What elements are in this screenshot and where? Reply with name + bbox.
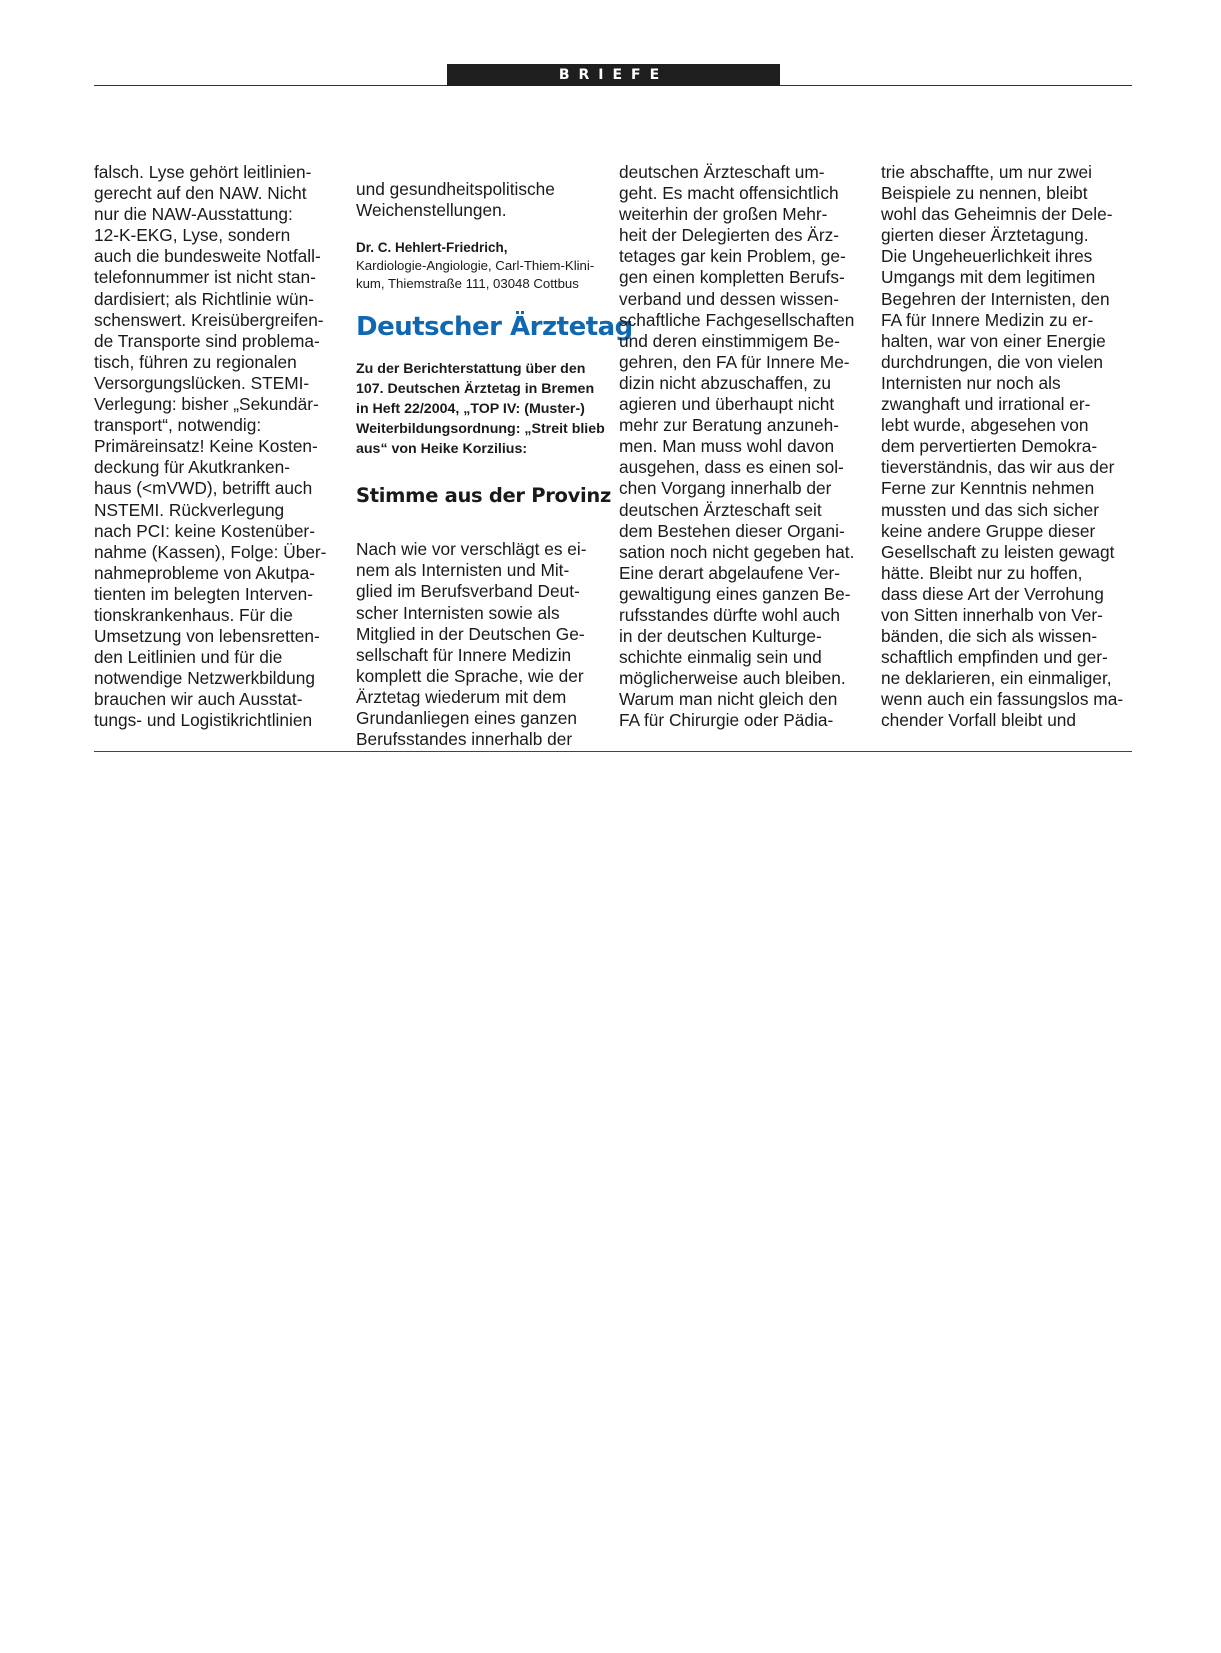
text-line: Internisten nur noch als bbox=[881, 372, 1061, 393]
text-line: aus“ von Heike Korzilius: bbox=[356, 441, 528, 457]
text-line: 12-K-EKG, Lyse, sondern bbox=[94, 225, 291, 246]
text-line: Grundanliegen eines ganzen bbox=[356, 708, 577, 729]
text-line: geht. Es macht offensichtlich bbox=[619, 183, 839, 204]
text-line: tetages gar kein Problem, ge- bbox=[619, 246, 846, 267]
text-line: dardisiert; als Richtlinie wün- bbox=[94, 288, 314, 309]
text-line: lebt wurde, abgesehen von bbox=[881, 415, 1089, 436]
text-line: Versorgungslücken. STEMI- bbox=[94, 372, 310, 393]
text-line: sellschaft für Innere Medizin bbox=[356, 644, 572, 665]
text-line: Umgangs mit dem legitimen bbox=[881, 267, 1096, 288]
text-line: Mitglied in der Deutschen Ge- bbox=[356, 623, 585, 644]
text-line: keine andere Gruppe dieser bbox=[881, 520, 1096, 541]
text-line: nahmeprobleme von Akutpa- bbox=[94, 562, 315, 583]
text-line: schaftliche Fachgesellschaften bbox=[619, 309, 855, 330]
text-line: verband und dessen wissen- bbox=[619, 288, 839, 309]
text-line: tungs- und Logistikrichtlinien bbox=[94, 710, 313, 731]
text-line: rufsstandes dürfte wohl auch bbox=[619, 604, 840, 625]
text-line: deutschen Ärzteschaft seit bbox=[619, 499, 822, 520]
column-2-text bbox=[356, 539, 608, 750]
section-headline: Deutscher Ärztetag bbox=[356, 312, 633, 342]
text-line: brauchen wir auch Ausstat- bbox=[94, 689, 303, 710]
text-line: schenswert. Kreisübergreifen- bbox=[94, 309, 324, 330]
text-line: Warum man nicht gleich den bbox=[619, 689, 838, 710]
text-line: Nach wie vor verschlägt es ei- bbox=[356, 539, 587, 560]
text-line: transport“, notwendig: bbox=[94, 415, 262, 436]
text-line: 107. Deutschen Ärztetag in Bremen bbox=[356, 381, 595, 397]
signature-affiliation bbox=[356, 257, 608, 294]
text-line: heit der Delegierten des Ärz- bbox=[619, 225, 839, 246]
text-line: FA für Chirurgie oder Pädia- bbox=[619, 710, 834, 731]
text-line: tionskrankenhaus. Für die bbox=[94, 604, 293, 625]
text-line: und deren einstimmigem Be- bbox=[619, 330, 840, 351]
text-line: de Transporte sind problema- bbox=[94, 330, 320, 351]
text-line: Die Ungeheuerlichkeit ihres bbox=[881, 246, 1093, 267]
text-line: gewaltigung eines ganzen Be- bbox=[619, 583, 851, 604]
text-line: chen Vorgang innerhalb der bbox=[619, 478, 832, 499]
text-line: dem Bestehen dieser Organi- bbox=[619, 520, 845, 541]
text-line: weiterhin der großen Mehr- bbox=[619, 204, 828, 225]
text-line: den Leitlinien und für die bbox=[94, 647, 283, 668]
text-line: dass diese Art der Verrohung bbox=[881, 583, 1104, 604]
text-line: Ärztetag wiederum mit dem bbox=[356, 686, 567, 707]
article-column-3 bbox=[619, 162, 871, 732]
column-4-text bbox=[881, 162, 1133, 732]
text-line: nur die NAW-Ausstattung: bbox=[94, 204, 293, 225]
text-line: wohl das Geheimnis der Dele- bbox=[881, 204, 1113, 225]
text-line: schaftlich empfinden und ger- bbox=[881, 647, 1108, 668]
text-line: FA für Innere Medizin zu er- bbox=[881, 309, 1094, 330]
signature-name: Dr. C. Hehlert-Friedrich, bbox=[356, 239, 508, 255]
text-line: und gesundheitspolitische bbox=[356, 179, 555, 200]
text-line: telefonnummer ist nicht stan- bbox=[94, 267, 316, 288]
text-line: wenn auch ein fassungslos ma- bbox=[881, 689, 1124, 710]
text-line: haus (<mVWD), betrifft auch bbox=[94, 478, 313, 499]
text-line: tieverständnis, das wir aus der bbox=[881, 457, 1115, 478]
text-line: Verlegung: bisher „Sekundär- bbox=[94, 394, 319, 415]
text-line: Umsetzung von lebensretten- bbox=[94, 626, 320, 647]
text-line: men. Man muss wohl davon bbox=[619, 436, 835, 457]
text-line: komplett die Sprache, wie der bbox=[356, 665, 584, 686]
text-line: Zu der Berichterstattung über den bbox=[356, 361, 586, 377]
text-line: NSTEMI. Rückverlegung bbox=[94, 499, 285, 520]
text-line: zwanghaft und irrational er- bbox=[881, 394, 1091, 415]
text-line: deutschen Ärzteschaft um- bbox=[619, 162, 825, 182]
reference-intro bbox=[356, 359, 608, 459]
text-line: von Sitten innerhalb von Ver- bbox=[881, 604, 1103, 625]
text-line: durchdrungen, die von vielen bbox=[881, 351, 1103, 372]
article-column-2-body bbox=[356, 522, 608, 768]
text-line: deckung für Akutkranken- bbox=[94, 457, 290, 478]
text-line: hätte. Bleibt nur zu hoffen, bbox=[881, 562, 1083, 583]
text-line: bänden, die sich als wissen- bbox=[881, 626, 1098, 647]
text-line: möglicherweise auch bleiben. bbox=[619, 668, 846, 689]
text-line: nach PCI: keine Kostenüber- bbox=[94, 520, 315, 541]
text-line: gen einen kompletten Berufs- bbox=[619, 267, 845, 288]
text-line: Primäreinsatz! Keine Kosten- bbox=[94, 436, 318, 457]
text-line: gierten dieser Ärztetagung. bbox=[881, 225, 1089, 246]
text-line: glied im Berufsverband Deut- bbox=[356, 581, 580, 602]
text-line: sation noch nicht gegeben hat. bbox=[619, 541, 855, 562]
text-line: mehr zur Beratung anzuneh- bbox=[619, 415, 839, 436]
text-line: Ferne zur Kenntnis nehmen bbox=[881, 478, 1095, 499]
text-line: scher Internisten sowie als bbox=[356, 602, 560, 623]
column-1-text bbox=[94, 162, 344, 732]
article-column-2-top bbox=[356, 162, 608, 294]
text-line: kum, Thiemstraße 111, 03048 Cottbus bbox=[356, 276, 579, 292]
text-line: Weiterbildungsordnung: „Streit blieb bbox=[356, 421, 605, 437]
text-line: gerecht auf den NAW. Nicht bbox=[94, 183, 307, 204]
text-line: dizin nicht abzuschaffen, zu bbox=[619, 372, 831, 393]
text-line: ne deklarieren, ein einmaliger, bbox=[881, 668, 1112, 689]
text-line: auch die bundesweite Notfall- bbox=[94, 246, 321, 267]
text-line: Kardiologie-Angiologie, Carl-Thiem-Klini- bbox=[356, 257, 595, 273]
text-line: schichte einmalig sein und bbox=[619, 647, 822, 668]
text-line: notwendige Netzwerkbildung bbox=[94, 668, 315, 689]
article-column-1 bbox=[94, 162, 344, 732]
text-line: in der deutschen Kulturge- bbox=[619, 626, 822, 647]
text-line: chender Vorfall bleibt und bbox=[881, 710, 1077, 731]
text-line: Weichenstellungen. bbox=[356, 200, 507, 221]
text-line: Berufsstandes innerhalb der bbox=[356, 729, 573, 750]
text-line: trie abschaffte, um nur zwei bbox=[881, 162, 1092, 182]
bottom-rule bbox=[94, 751, 1132, 752]
article-column-4 bbox=[881, 162, 1133, 732]
text-line: mussten und das sich sicher bbox=[881, 499, 1100, 520]
column-3-text bbox=[619, 162, 871, 732]
text-line: halten, war von einer Energie bbox=[881, 330, 1106, 351]
text-line: nahme (Kassen), Folge: Über- bbox=[94, 541, 327, 562]
text-line: dem pervertierten Demokra- bbox=[881, 436, 1098, 457]
text-line: gehren, den FA für Innere Me- bbox=[619, 351, 850, 372]
text-line: in Heft 22/2004, „TOP IV: (Muster-) bbox=[356, 401, 585, 417]
text-line: nem als Internisten und Mit- bbox=[356, 560, 570, 581]
text-line: Gesellschaft zu leisten gewagt bbox=[881, 541, 1115, 562]
text-line: ausgehen, dass es einen sol- bbox=[619, 457, 844, 478]
text-line: falsch. Lyse gehört leitlinien- bbox=[94, 162, 312, 182]
text-line: tisch, führen zu regionalen bbox=[94, 351, 297, 372]
letter-title: Stimme aus der Provinz bbox=[356, 484, 612, 507]
text-line: tienten im belegten Interven- bbox=[94, 583, 314, 604]
text-line: Begehren der Internisten, den bbox=[881, 288, 1110, 309]
text-line: Beispiele zu nennen, bleibt bbox=[881, 183, 1088, 204]
text-line: agieren und überhaupt nicht bbox=[619, 394, 835, 415]
section-label: BRIEFE bbox=[447, 64, 780, 86]
letter-ending bbox=[356, 179, 608, 221]
text-line: Eine derart abgelaufene Ver- bbox=[619, 562, 840, 583]
